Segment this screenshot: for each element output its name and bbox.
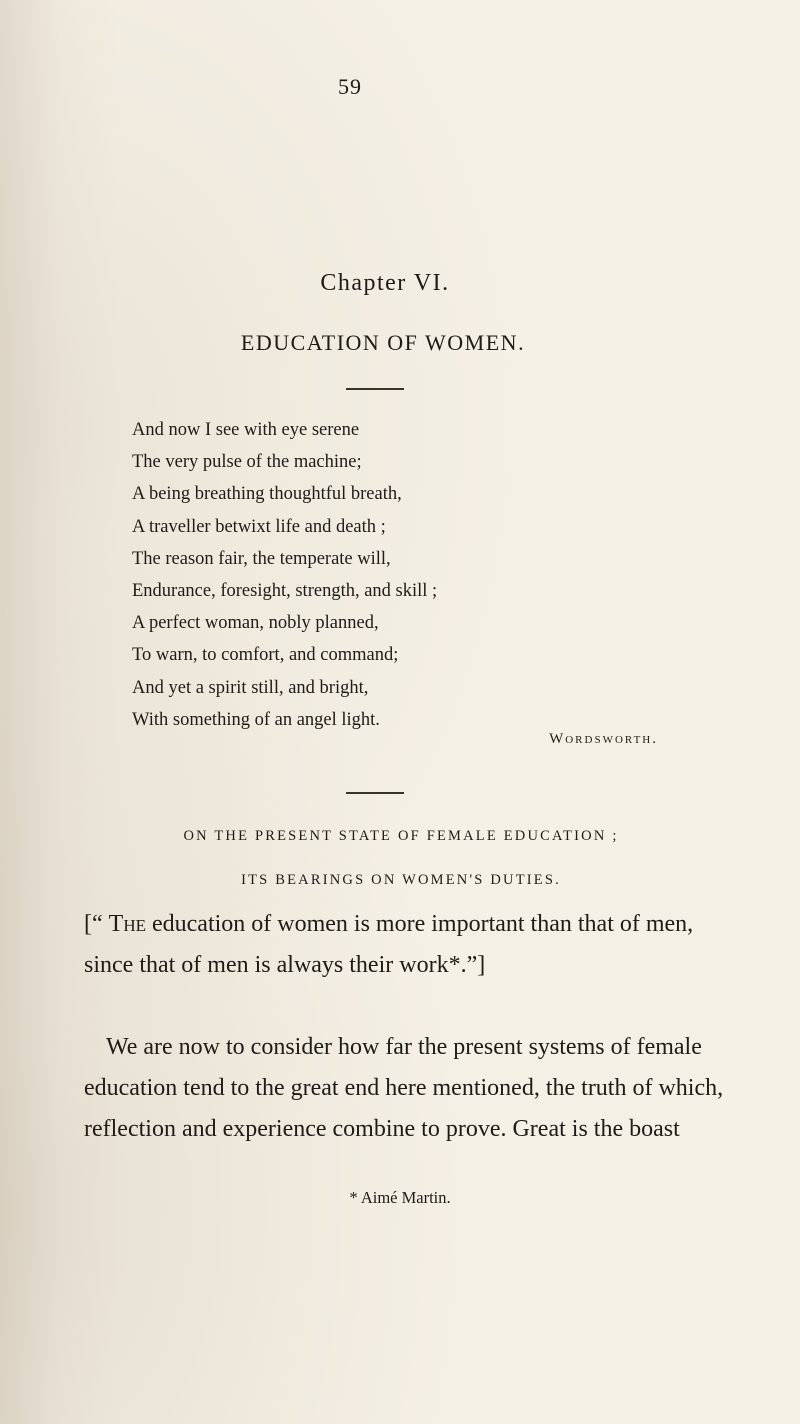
poem-line: A being breathing thoughtful breath, [132,484,402,505]
quote-text: education of women is more important than that of men, since that of men is always their work*.”] [84,911,694,978]
chapter-title: EDUCATION OF WOMEN. [240,330,526,355]
quote-paragraph [84,904,734,986]
quote-open: [“ [84,911,109,937]
poem-line: The very pulse of the machine; [132,452,362,473]
poem-line: Endurance, foresight, strength, and skill ; [132,581,438,602]
section-heading: ON THE PRESENT STATE OF FEMALE EDUCATION ; [183,828,619,844]
quote-lead-word: The [108,911,146,937]
poem-line: A perfect woman, nobly planned, [132,613,379,634]
chapter-label: Chapter VI. [320,270,450,296]
poem-line: With something of an angel light. [132,709,380,730]
poem-line: The reason fair, the temperate will, [132,548,391,569]
body-paragraph: We are now to consider how far the present systems of female education tend to the great end here mentioned, the truth of which, reflection and experience combine to prove. Great is the boast [84,1034,724,1142]
poem-line: And yet a spirit still, and bright, [132,677,369,698]
poem-line: A traveller betwixt life and death ; [132,516,386,537]
poem-line: And now I see with eye serene [132,420,360,440]
epigraph-poem [132,414,692,736]
footnote: * Aimé Martin. [349,1188,451,1207]
section-subheading: ITS BEARINGS ON WOMEN'S DUTIES. [241,872,561,888]
divider-rule [346,388,404,390]
page-number: 59 [338,74,362,99]
divider-rule [346,792,404,794]
poem-line: To warn, to comfort, and command; [132,645,399,666]
poem-attribution: Wordsworth. [549,731,658,747]
